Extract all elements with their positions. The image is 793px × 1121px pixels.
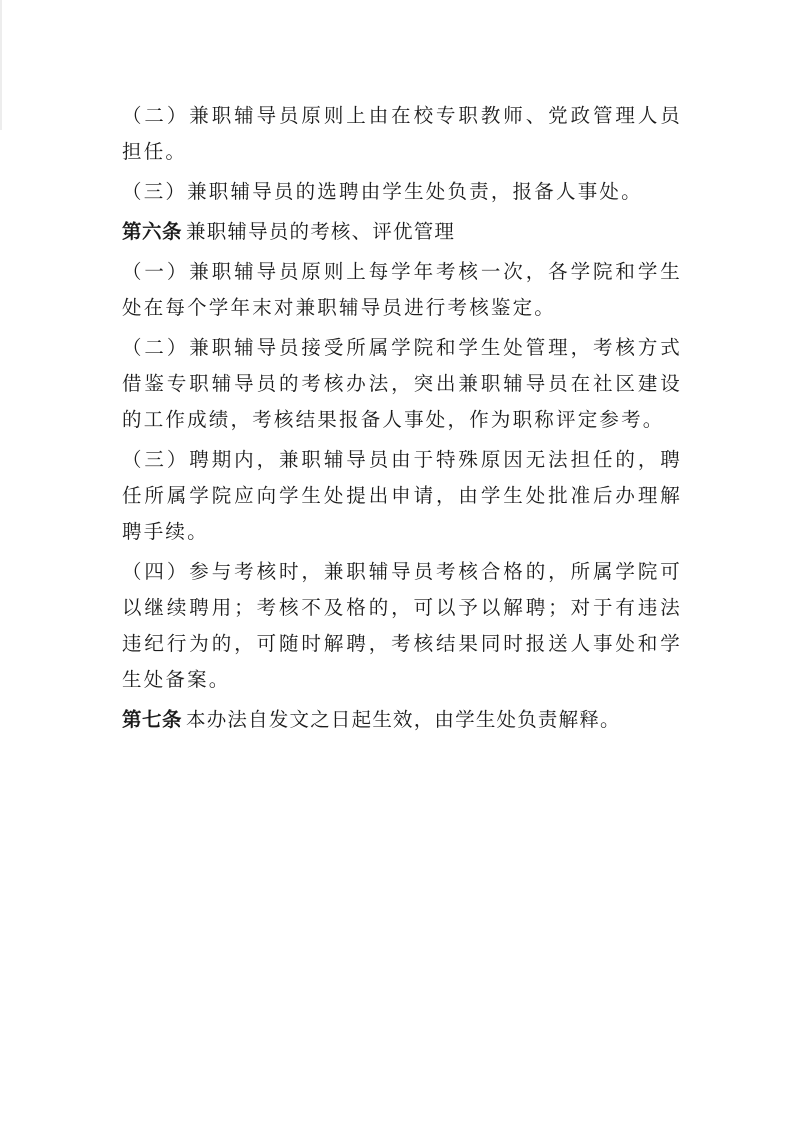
clause-text: （二）兼职辅导员接受所属学院和学生处管理，考核方式借鉴专职辅导员的考核办法，突出兼职辅导员在社区建设的工作成绩，考核结果报备人事处，作为职称评定参考。 [122, 336, 682, 431]
clause-6-4 [122, 554, 682, 698]
article-number: 第七条 [122, 708, 183, 731]
clause-6-2 [122, 330, 682, 438]
article-title: 兼职辅导员的考核、评优管理 [186, 220, 456, 243]
clause-text: （一）兼职辅导员原则上每学年考核一次，各学院和学生处在每个学年末对兼职辅导员进行考核鉴定。 [122, 260, 682, 319]
clause-2-3 [122, 174, 682, 210]
article-number: 第六条 [122, 220, 183, 243]
article-text: 本办法自发文之日起生效，由学生处负责解释。 [186, 708, 621, 731]
scan-edge-mark [0, 0, 2, 130]
clause-6-1 [122, 254, 682, 326]
clause-2-2 [122, 98, 682, 170]
clause-text: （四）参与考核时，兼职辅导员考核合格的，所属学院可以继续聘用；考核不及格的，可以予以解聘；对于有违法违纪行为的，可随时解聘，考核结果同时报送人事处和学生处备案。 [122, 560, 682, 691]
clause-6-3 [122, 442, 682, 550]
document-body [122, 98, 682, 742]
clause-text: （三）聘期内，兼职辅导员由于特殊原因无法担任的，聘任所属学院应向学生处提出申请，由学生处批准后办理解聘手续。 [122, 448, 682, 543]
clause-text: （三）兼职辅导员的选聘由学生处负责，报备人事处。 [122, 180, 643, 203]
article-7 [122, 702, 682, 738]
clause-text: （二）兼职辅导员原则上由在校专职教师、党政管理人员担任。 [122, 104, 682, 163]
article-6-heading [122, 214, 682, 250]
